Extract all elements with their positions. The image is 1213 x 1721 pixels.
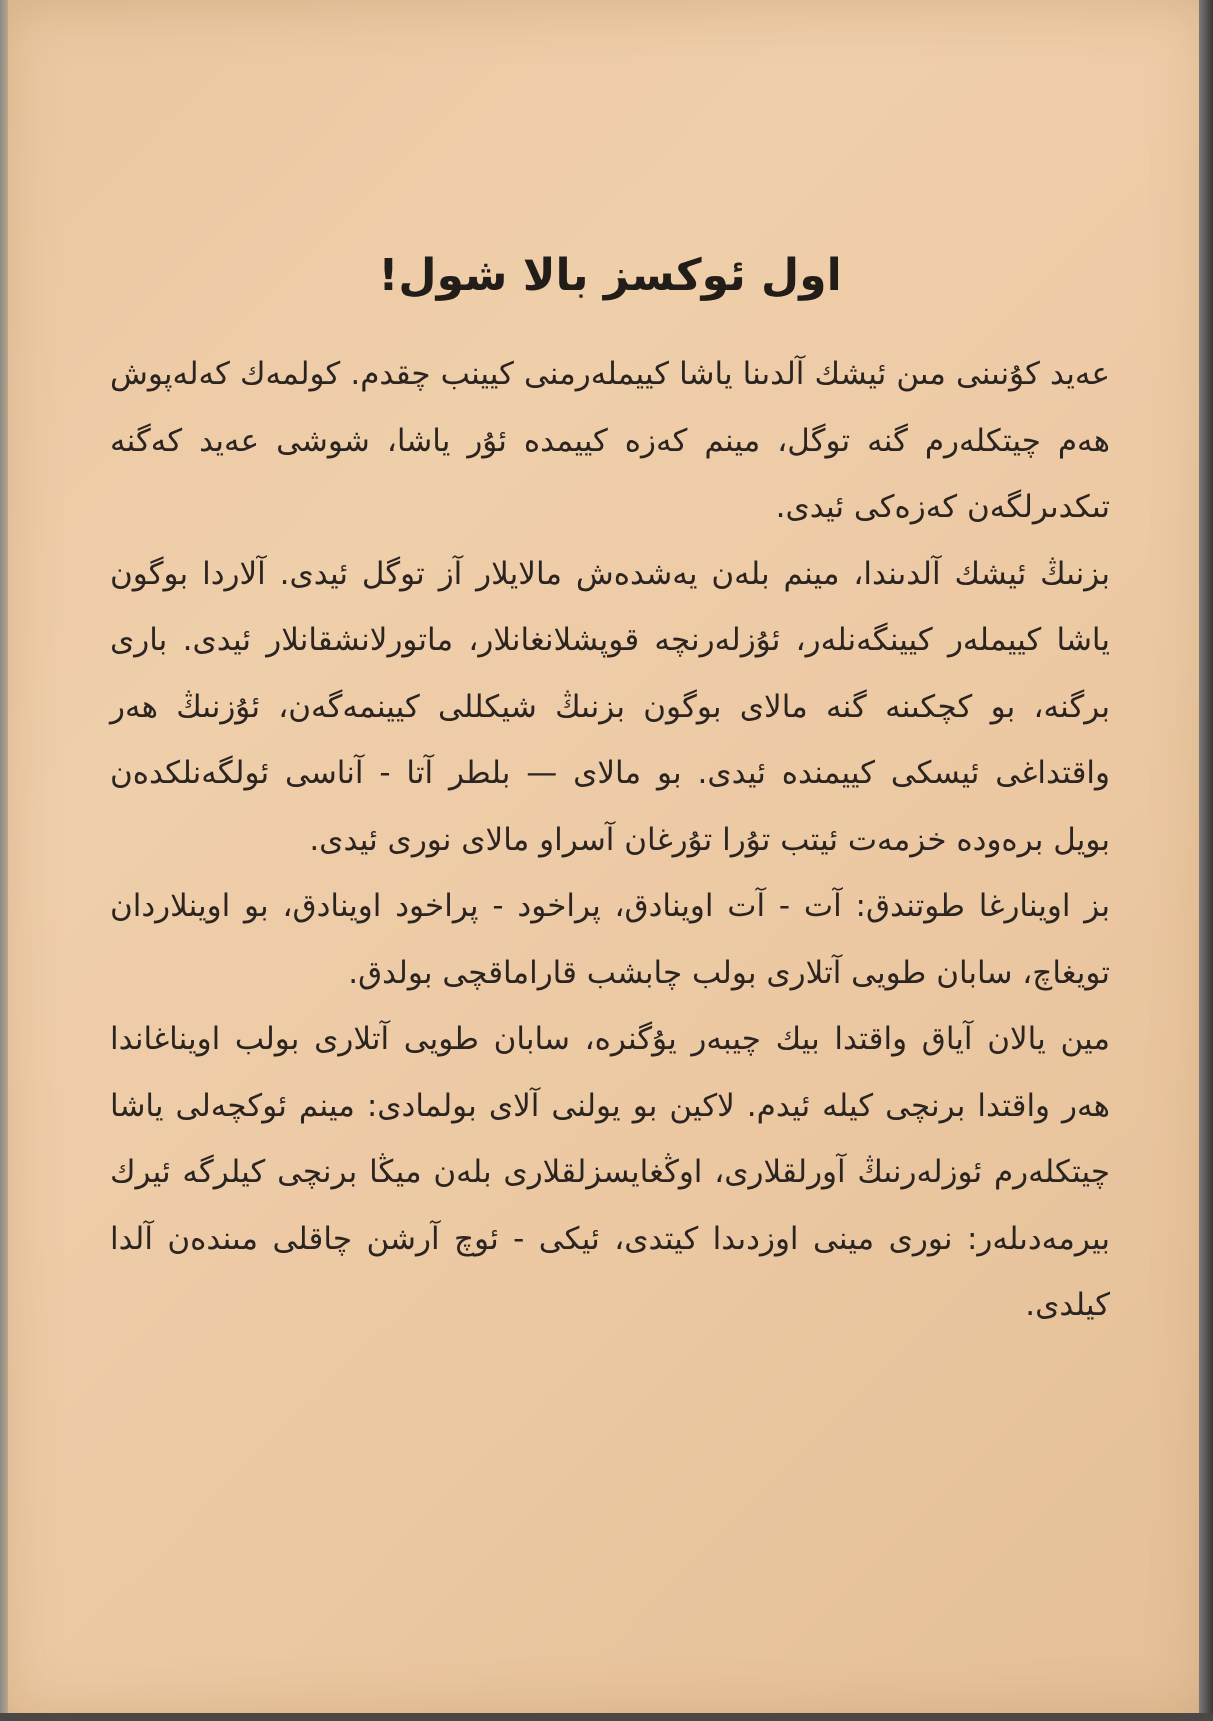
paragraph-1: عەيد كۇنىنى مىن ئيشك آلدىنا ياشا كييملەرمنى كيينب چقدم. كولمەك كەلەپوش هەم چيتكلەرم گنه توگل، مينم كەزە كييمدە ئۇر ياشا، شوشى عەيد كەگنە تىكدىرلگەن كەزەكى ئيدى. (110, 356, 1110, 525)
paragraph-2: بزنىڭ ئيشك آلدىندا، مينم بلەن يەشدەش مالايلار آز توگل ئيدى. آلاردا بوگون ياشا كييملەر كيينگەنلەر، ئۇزلەرنچە قوپشلانغانلار، ماتورلانشقانلار ئيدى. بارى برگنە، بو كچكىنە گنە مالاى بوگون بزنىڭ شيكللى كيينمەگەن، ئۇزنىڭ هەر واقتداغى ئيسكى كييمندە ئيدى. بو مالاى — بلطر آتا - آناسى ئولگەنلكدەن بويل برەودە خزمەت ئيتب تۇرا تۇرغان آسراو مالاى نورى ئيدى. (110, 555, 1110, 858)
page-bottom-edge (0, 1713, 1213, 1721)
paragraph-3: بز اوينارغا طوتندق: آت - آت اوينادق، پراخود - پراخود اوينادق، بو اوينلاردان تويغاچ، سابان طويى آتلارى بولب چابشب قاراماقچى بولدق. (110, 888, 1110, 991)
page-right-edge (1199, 0, 1213, 1721)
page-content (110, 250, 1110, 1339)
paragraph-4: مين يالان آياق واقتدا بيك چيبەر يۇگنرە، سابان طويى آتلارى بولب اويناغاندا هەر واقتدا برنچى كيلە ئيدم. لاكين بو يولنى آلاى بولمادى: مينم ئوكچەلى ياشا چيتكلەرم ئوزلەرنىڭ آورلقلارى، اوڭغايسزلقلارى بلەن ميڭا برنچى كيلرگە ئيرك بيرمەدىلەر: نورى مينى اوزدىدا كيتدى، ئيكى - ئوچ آرشن چاقلى مىندەن آلدا كيلدى. (110, 1021, 1110, 1323)
page-title: اول ئوكسز بالا شول! (378, 250, 842, 301)
page-left-edge (0, 0, 8, 1721)
